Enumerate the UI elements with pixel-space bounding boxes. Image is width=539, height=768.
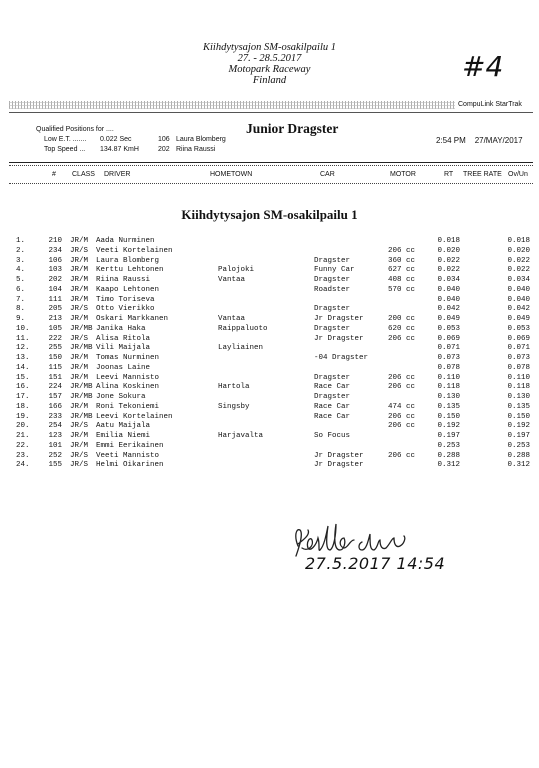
cell-cls: JR/M (70, 354, 89, 362)
cell-driver: Emmi Eerikainen (96, 441, 164, 450)
cell-car: Dragster (314, 276, 351, 284)
class-title: Junior Dragster (246, 121, 339, 136)
cell-car: Race Car (314, 383, 351, 392)
cell-cls: JR/M (70, 295, 89, 304)
cell-cls: JR/M (70, 373, 89, 382)
cell-num: 255 (48, 344, 62, 353)
cell-pos: 19. (16, 412, 30, 421)
cell-rt: 0.020 (437, 246, 460, 255)
table-row (0, 460, 539, 471)
cell-cls: JR/M (70, 285, 89, 294)
cell-hometown: Palojoki (218, 266, 255, 275)
cell-rt: 0.049 (437, 315, 460, 323)
event-header (0, 42, 539, 86)
cell-rt: 0.135 (437, 402, 460, 411)
cell-pos: 24. (16, 461, 30, 470)
low-et-number: 106 (158, 136, 170, 143)
cell-car: Dragster (314, 305, 351, 314)
col-car: CAR (320, 171, 335, 178)
cell-motor: 408 cc (388, 276, 416, 284)
cell-driver: Helmi Oikarinen (96, 461, 164, 470)
cell-rt: 0.040 (437, 295, 460, 304)
cell-ovun: 0.022 (507, 266, 530, 275)
cell-cls: JR/S (70, 461, 89, 470)
cell-pos: 23. (16, 451, 30, 460)
cell-cls: JR/M (70, 432, 89, 440)
cell-cls: JR/M (70, 315, 89, 323)
cell-num: 254 (48, 422, 62, 431)
cell-pos: 15. (16, 373, 30, 382)
divider (9, 112, 533, 113)
cell-pos: 18. (16, 402, 30, 411)
cell-num: 233 (48, 412, 62, 421)
cell-driver: Roni Tekoniemi (96, 402, 160, 411)
cell-rt: 0.018 (437, 237, 460, 245)
cell-cls: JR/M (70, 256, 89, 265)
cell-driver: Otto Vierikko (96, 305, 155, 314)
cell-driver: Kerttu Lehtonen (96, 266, 164, 275)
cell-driver: Alina Koskinen (96, 383, 160, 392)
header-hatch-overlay (9, 101, 455, 109)
cell-pos: 17. (16, 393, 30, 401)
cell-driver: Aatu Maijala (96, 422, 151, 431)
cell-rt: 0.130 (437, 393, 460, 401)
cell-num: 123 (48, 432, 62, 440)
cell-cls: JR/S (70, 246, 89, 255)
cell-driver: Veeti Kortelainen (96, 246, 173, 255)
cell-hometown: Singsby (218, 402, 250, 411)
cell-num: 106 (48, 256, 62, 265)
col-motor: MOTOR (390, 171, 416, 178)
cell-rt: 0.312 (437, 461, 460, 470)
top-speed-value: 134.87 KmH (100, 146, 139, 153)
cell-ovun: 0.073 (507, 354, 530, 362)
cell-rt: 0.253 (437, 441, 460, 450)
cell-num: 155 (48, 461, 62, 470)
event-venue: Motopark Raceway (228, 64, 311, 75)
cell-pos: 14. (16, 363, 30, 372)
cell-num: 105 (48, 324, 62, 333)
cell-rt: 0.022 (437, 256, 460, 265)
cell-num: 224 (48, 383, 62, 392)
cell-car: Jr Dragster (314, 461, 364, 470)
col-hometown: HOMETOWN (210, 171, 253, 178)
cell-rt: 0.288 (437, 451, 460, 460)
col-driver: DRIVER (104, 171, 131, 178)
event-country: Finland (252, 75, 287, 86)
low-et-driver: Laura Blomberg (176, 136, 226, 143)
cell-num: 150 (48, 354, 62, 362)
col-num: # (52, 171, 56, 178)
header-rule-dotted (9, 165, 533, 166)
cell-motor: 206 cc (388, 422, 416, 431)
cell-cls: JR/M (70, 363, 89, 372)
col-class: CLASS (72, 171, 95, 178)
cell-pos: 7. (16, 295, 26, 304)
cell-hometown: Harjavalta (218, 432, 264, 440)
event-name: Kiihdytysajon SM-osakilpailu 1 (203, 42, 336, 53)
cell-ovun: 0.020 (507, 246, 530, 255)
cell-motor: 206 cc (388, 334, 416, 343)
cell-cls: JR/M (70, 276, 89, 284)
cell-cls: JR/MB (70, 412, 93, 421)
cell-rt: 0.150 (437, 412, 460, 421)
cell-car: Jr Dragster (314, 451, 364, 460)
cell-ovun: 0.197 (507, 432, 530, 440)
low-et-value: 0.022 Sec (100, 136, 132, 143)
cell-motor: 620 cc (388, 324, 416, 333)
cell-ovun: 0.118 (507, 383, 530, 392)
cell-num: 234 (48, 246, 62, 255)
cell-car: Race Car (314, 412, 351, 421)
cell-driver: Riina Raussi (96, 276, 151, 284)
cell-pos: 16. (16, 383, 30, 392)
cell-pos: 3. (16, 256, 26, 265)
cell-driver: Veeti Mannisto (96, 451, 160, 460)
cell-num: 166 (48, 402, 62, 411)
cell-rt: 0.034 (437, 276, 460, 284)
cell-hometown: Raippaluoto (218, 324, 268, 333)
cell-num: 115 (48, 363, 62, 372)
cell-rt: 0.069 (437, 334, 460, 343)
cell-num: 202 (48, 276, 62, 284)
cell-ovun: 0.135 (507, 402, 530, 411)
cell-pos: 10. (16, 324, 30, 333)
cell-num: 151 (48, 373, 62, 382)
cell-num: 104 (48, 285, 62, 294)
cell-pos: 21. (16, 432, 30, 440)
top-speed-driver: Riina Raussi (176, 146, 216, 153)
cell-num: 205 (48, 305, 62, 314)
cell-num: 111 (48, 295, 62, 304)
col-ov-un: Ov/Un (508, 171, 528, 178)
cell-cls: JR/S (70, 451, 89, 460)
cell-ovun: 0.042 (507, 305, 530, 314)
cell-rt: 0.040 (437, 285, 460, 294)
cell-ovun: 0.253 (507, 441, 530, 450)
cell-motor: 474 cc (388, 402, 416, 411)
cell-driver: Laura Blomberg (96, 256, 160, 265)
col-rt: RT (444, 171, 454, 178)
cell-num: 157 (48, 393, 62, 401)
section-title: Kiihdytysajon SM-osakilpailu 1 (181, 207, 358, 222)
cell-cls: JR/MB (70, 393, 93, 401)
qualified-label: Qualified Positions for .... (36, 126, 114, 133)
cell-rt: 0.042 (437, 305, 460, 314)
cell-ovun: 0.049 (507, 315, 530, 323)
cell-pos: 4. (16, 266, 26, 275)
cell-driver: Vili Maijala (96, 344, 151, 353)
cell-rt: 0.192 (437, 422, 460, 431)
cell-driver: Aada Nurminen (96, 237, 155, 245)
cell-pos: 11. (16, 334, 30, 343)
cell-pos: 2. (16, 246, 26, 255)
col-tree-rate: TREE RATE (463, 171, 502, 178)
cell-ovun: 0.053 (507, 324, 530, 333)
cell-driver: Joonas Laine (96, 363, 151, 372)
cell-cls: JR/M (70, 402, 89, 411)
handwritten-page-mark: #4 (462, 50, 504, 83)
cell-pos: 22. (16, 441, 30, 450)
cell-car: So Focus (314, 432, 351, 440)
top-speed-number: 202 (158, 146, 170, 153)
cell-motor: 627 cc (388, 266, 416, 275)
cell-driver: Timo Toriseva (96, 295, 155, 304)
cell-rt: 0.078 (437, 363, 460, 372)
cell-ovun: 0.034 (507, 276, 530, 284)
cell-pos: 12. (16, 344, 30, 353)
cell-driver: Alisa Ritola (96, 334, 151, 343)
cell-cls: JR/S (70, 305, 89, 314)
cell-rt: 0.071 (437, 344, 460, 353)
cell-car: Dragster (314, 256, 351, 265)
cell-motor: 206 cc (388, 383, 416, 392)
cell-cls: JR/MB (70, 344, 93, 353)
cell-ovun: 0.110 (507, 373, 530, 382)
cell-ovun: 0.078 (507, 363, 530, 372)
report-timestamp (436, 136, 523, 145)
cell-ovun: 0.040 (507, 295, 530, 304)
cell-hometown: Laylіainen (218, 344, 264, 353)
cell-driver: Tomas Nurminen (96, 354, 160, 362)
cell-motor: 206 cc (388, 451, 416, 460)
signature-date: 27.5.2017 14:54 (305, 554, 446, 573)
top-speed-label: Top Speed ... (44, 146, 86, 153)
cell-motor: 206 cc (388, 412, 416, 421)
cell-pos: 8. (16, 305, 26, 314)
cell-rt: 0.118 (437, 383, 460, 392)
cell-car: Dragster (314, 373, 351, 382)
event-dates: 27. - 28.5.2017 (237, 53, 302, 64)
cell-car: Funny Car (314, 266, 355, 275)
cell-rt: 0.022 (437, 266, 460, 275)
cell-pos: 1. (16, 237, 26, 245)
cell-car: Jr Dragster (314, 334, 364, 343)
cell-car: Jr Dragster (314, 315, 364, 323)
cell-num: 210 (48, 237, 62, 245)
cell-driver: Jone Sokura (96, 393, 146, 401)
cell-motor: 206 cc (388, 373, 416, 382)
cell-car: Dragster (314, 324, 351, 333)
cell-motor: 200 cc (388, 315, 416, 323)
cell-car: Roadster (314, 285, 351, 294)
cell-driver: Leevi Mannisto (96, 373, 160, 382)
cell-motor: 360 cc (388, 256, 416, 265)
cell-pos: 9. (16, 315, 26, 323)
report-time: 2:54 PM (436, 136, 466, 145)
low-et-label: Low E.T. ....... (44, 136, 87, 143)
cell-rt: 0.197 (437, 432, 460, 440)
cell-ovun: 0.071 (507, 344, 530, 353)
cell-cls: JR/S (70, 334, 89, 343)
cell-car: -04 Dragster (314, 354, 369, 362)
cell-cls: JR/S (70, 422, 89, 431)
cell-num: 103 (48, 266, 62, 275)
cell-driver: Leevi Kortelainen (96, 412, 173, 421)
header-rule (9, 162, 533, 163)
cell-hometown: Vantaa (218, 315, 246, 323)
cell-driver: Janika Haka (96, 324, 146, 333)
cell-driver: Emilia Niemi (96, 432, 151, 440)
cell-cls: JR/MB (70, 324, 93, 333)
cell-pos: 13. (16, 354, 30, 362)
cell-pos: 5. (16, 276, 26, 284)
cell-num: 252 (48, 451, 62, 460)
cell-pos: 6. (16, 285, 26, 294)
cell-hometown: Hartola (218, 383, 250, 392)
cell-ovun: 0.069 (507, 334, 530, 343)
cell-motor: 206 cc (388, 246, 416, 255)
cell-cls: JR/M (70, 266, 89, 275)
cell-car: Dragster (314, 393, 351, 401)
cell-ovun: 0.018 (507, 237, 530, 245)
cell-ovun: 0.150 (507, 412, 530, 421)
cell-rt: 0.073 (437, 354, 460, 362)
cell-motor: 570 cc (388, 285, 416, 294)
cell-driver: Oskari Markkanen (96, 315, 169, 323)
cell-driver: Kaapo Lehtonen (96, 285, 160, 294)
signature-image (284, 516, 464, 586)
cell-num: 101 (48, 441, 62, 450)
cell-num: 213 (48, 315, 62, 323)
cell-ovun: 0.022 (507, 256, 530, 265)
cell-ovun: 0.288 (507, 451, 530, 460)
cell-ovun: 0.312 (507, 461, 530, 470)
cell-cls: JR/M (70, 237, 89, 245)
cell-car: Race Car (314, 402, 351, 411)
cell-pos: 20. (16, 422, 30, 431)
system-label: CompuLink StarTrak (458, 101, 522, 108)
cell-num: 222 (48, 334, 62, 343)
cell-rt: 0.110 (437, 373, 460, 382)
report-date: 27/MAY/2017 (474, 136, 523, 145)
cell-ovun: 0.130 (507, 393, 530, 401)
cell-rt: 0.053 (437, 324, 460, 333)
cell-ovun: 0.040 (507, 285, 530, 294)
cell-cls: JR/MB (70, 383, 93, 392)
cell-cls: JR/M (70, 441, 89, 450)
cell-ovun: 0.192 (507, 422, 530, 431)
header-rule-dotted-bottom (9, 183, 533, 184)
cell-hometown: Vantaa (218, 276, 246, 284)
